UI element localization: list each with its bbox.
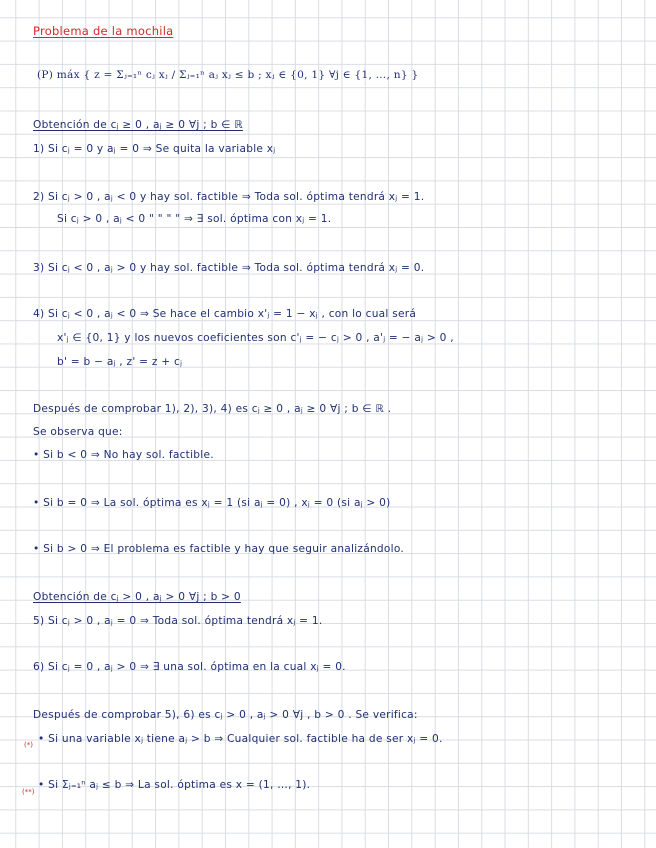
step-2b: Si cⱼ > 0 , aⱼ < 0 " " " " ⇒ ∃ sol. óptima con xⱼ = 1. [57, 213, 332, 225]
bullet-b-negative: • Si b < 0 ⇒ No hay sol. factible. [33, 449, 214, 461]
section1-heading: Obtención de cⱼ ≥ 0 , aⱼ ≥ 0 ∀j ; b ∈ ℝ [33, 119, 243, 131]
problem-statement: (P) máx { z = Σⱼ₌₁ⁿ cⱼ xⱼ / Σⱼ₌₁ⁿ aⱼ xⱼ ≤ b ; xⱼ ∈ {0, 1} ∀j ∈ {1, …, n} } [37, 69, 419, 81]
step-1: 1) Si cⱼ = 0 y aⱼ = 0 ⇒ Se quita la variable xⱼ [33, 143, 276, 155]
step-3: 3) Si cⱼ < 0 , aⱼ > 0 y hay sol. factible ⇒ Toda sol. óptima tendrá xⱼ = 0. [33, 262, 425, 274]
bullet-b-zero: • Si b = 0 ⇒ La sol. óptima es xⱼ = 1 (si aⱼ = 0) , xⱼ = 0 (si aⱼ > 0) [33, 497, 391, 509]
bullet-aj-greater-b: • Si una variable xⱼ tiene aⱼ > b ⇒ Cualquier sol. factible ha de ser xⱼ = 0. [38, 733, 443, 745]
after1-line2: Se observa que: [33, 426, 123, 438]
step-4c: b' = b − aⱼ , z' = z + cⱼ [57, 356, 183, 368]
bullet-b-positive: • Si b > 0 ⇒ El problema es factible y hay que seguir analizándolo. [33, 543, 404, 555]
margin-mark-2: (**) [22, 788, 35, 796]
after2-line1: Después de comprobar 5), 6) es cⱼ > 0 , aⱼ > 0 ∀j , b > 0 . Se verifica: [33, 709, 418, 721]
step-6: 6) Si cⱼ = 0 , aⱼ > 0 ⇒ ∃ una sol. óptima en la cual xⱼ = 0. [33, 661, 346, 673]
step-4b: x'ⱼ ∈ {0, 1} y los nuevos coeficientes son c'ⱼ = − cⱼ > 0 , a'ⱼ = − aⱼ > 0 , [57, 332, 454, 344]
bullet-sum-le-b: • Si Σⱼ₌₁ⁿ aⱼ ≤ b ⇒ La sol. óptima es x = (1, …, 1). [38, 779, 311, 791]
after1-line1: Después de comprobar 1), 2), 3), 4) es cⱼ ≥ 0 , aⱼ ≥ 0 ∀j ; b ∈ ℝ . [33, 403, 392, 415]
step-5: 5) Si cⱼ > 0 , aⱼ = 0 ⇒ Toda sol. óptima tendrá xⱼ = 1. [33, 615, 323, 627]
step-4a: 4) Si cⱼ < 0 , aⱼ < 0 ⇒ Se hace el cambio x'ⱼ = 1 − xⱼ , con lo cual será [33, 308, 417, 320]
section2-heading: Obtención de cⱼ > 0 , aⱼ > 0 ∀j ; b > 0 [33, 591, 241, 603]
step-2a: 2) Si cⱼ > 0 , aⱼ < 0 y hay sol. factible ⇒ Toda sol. óptima tendrá xⱼ = 1. [33, 191, 425, 203]
title: Problema de la mochila [33, 24, 174, 38]
margin-mark-1: (*) [24, 741, 33, 749]
